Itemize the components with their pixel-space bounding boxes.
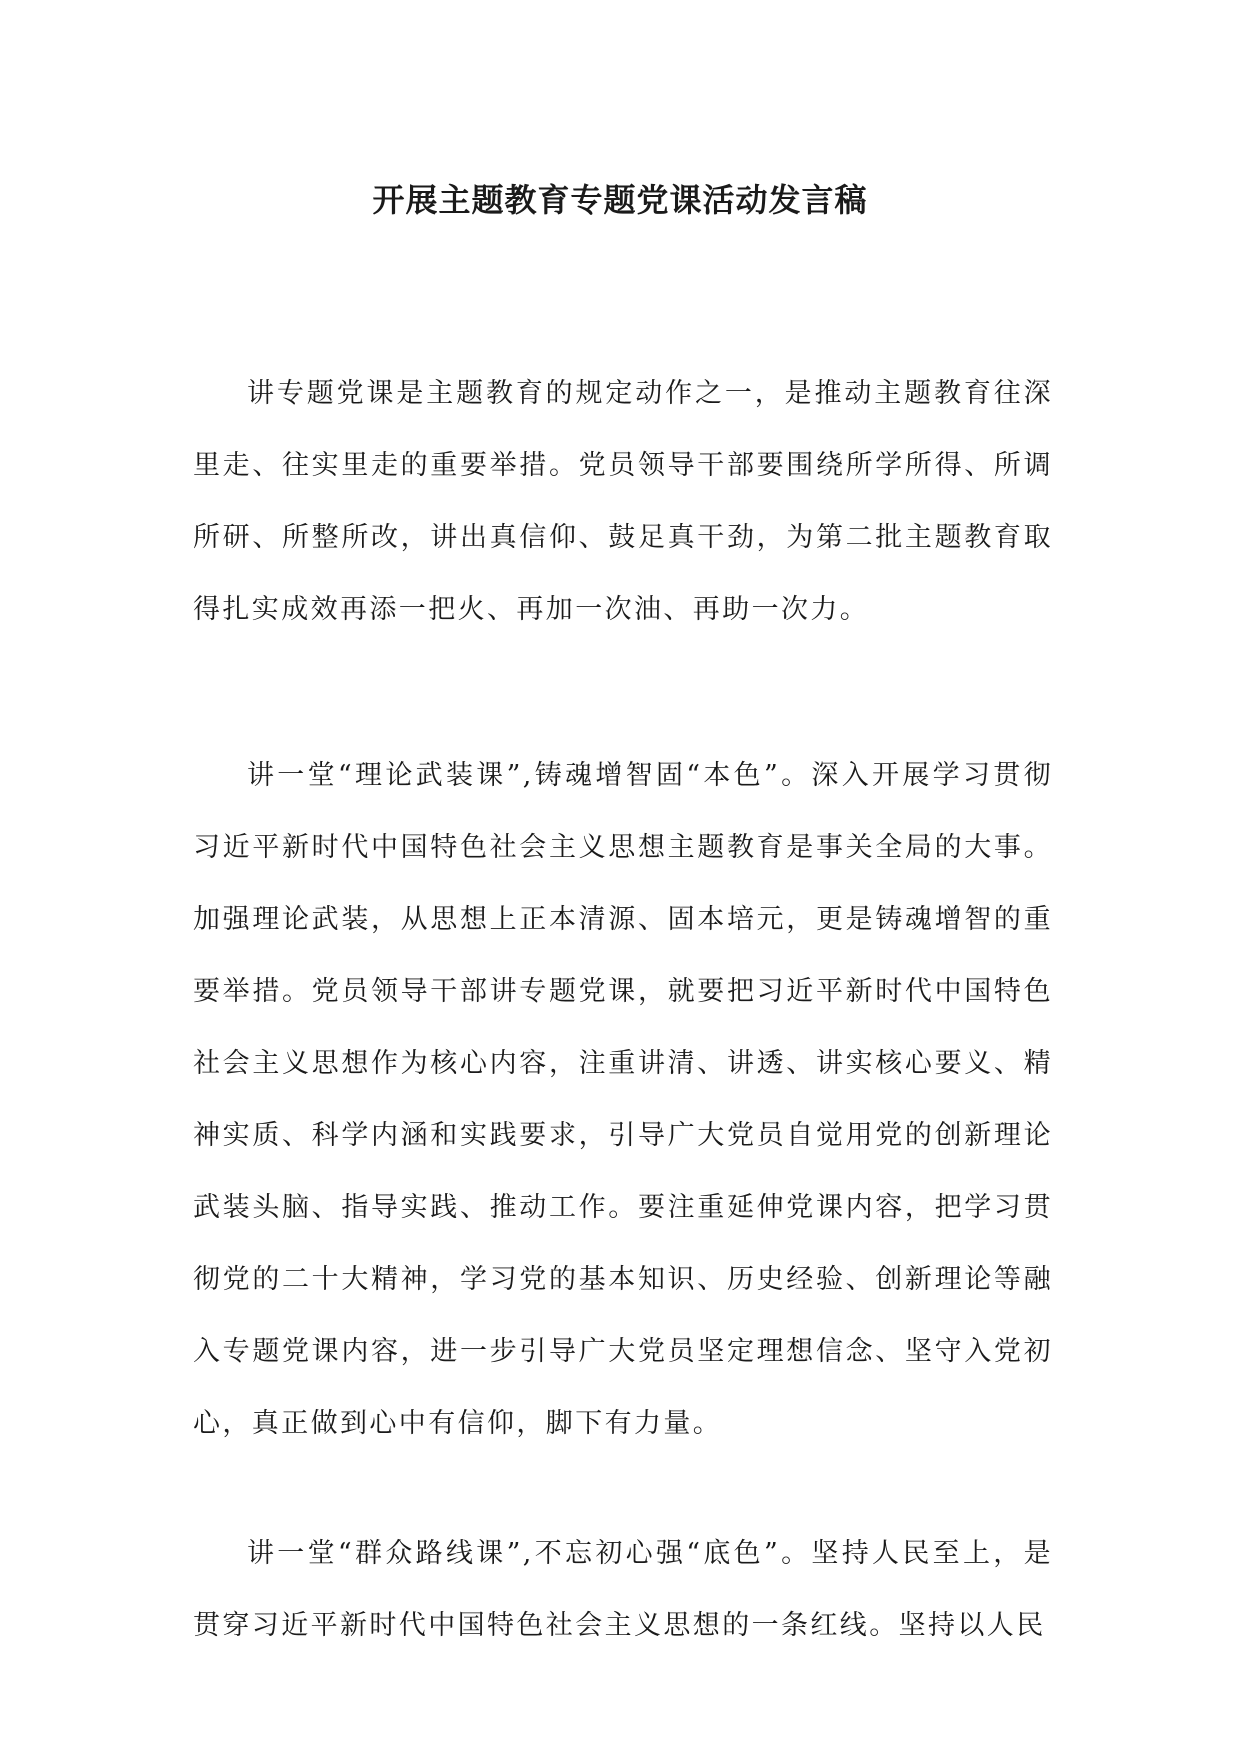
document-title: 开展主题教育专题党课活动发言稿 (372, 181, 868, 219)
paragraph-intro: 讲专题党课是主题教育的规定动作之一，是推动主题教育往深里走、往实里走的重要举措。党员领导干部要围绕所学所得、所调所研、所整所改，讲出真信仰、鼓足真干劲，为第二批主题教育取得扎实成效再添一把火、再加一次油、再助一次力。 (193, 378, 1053, 625)
paragraph-theory-lesson: 讲一堂“理论武装课”,铸魂增智固“本色”。深入开展学习贯彻习近平新时代中国特色社会主义思想主题教育是事关全局的大事。加强理论武装，从思想上正本清源、固本培元，更是铸魂增智的重要举措。党员领导干部讲专题党课，就要把习近平新时代中国特色社会主义思想作为核心内容，注重讲清、讲透、讲实核心要义、精神实质、科学内涵和实践要求，引导广大党员自觉用党的创新理论武装头脑、指导实践、推动工作。要注重延伸党课内容，把学习贯彻党的二十大精神，学习党的基本知识、历史经验、创新理论等融入专题党课内容，进一步引导广大党员坚定理想信念、坚守入党初心，真正做到心中有信仰，脚下有力量。 (193, 760, 1053, 1439)
paragraph-mass-line-lesson: 讲一堂“群众路线课”,不忘初心强“底色”。坚持人民至上，是贯穿习近平新时代中国特色社会主义思想的一条红线。坚持以人民 (193, 1538, 1053, 1641)
